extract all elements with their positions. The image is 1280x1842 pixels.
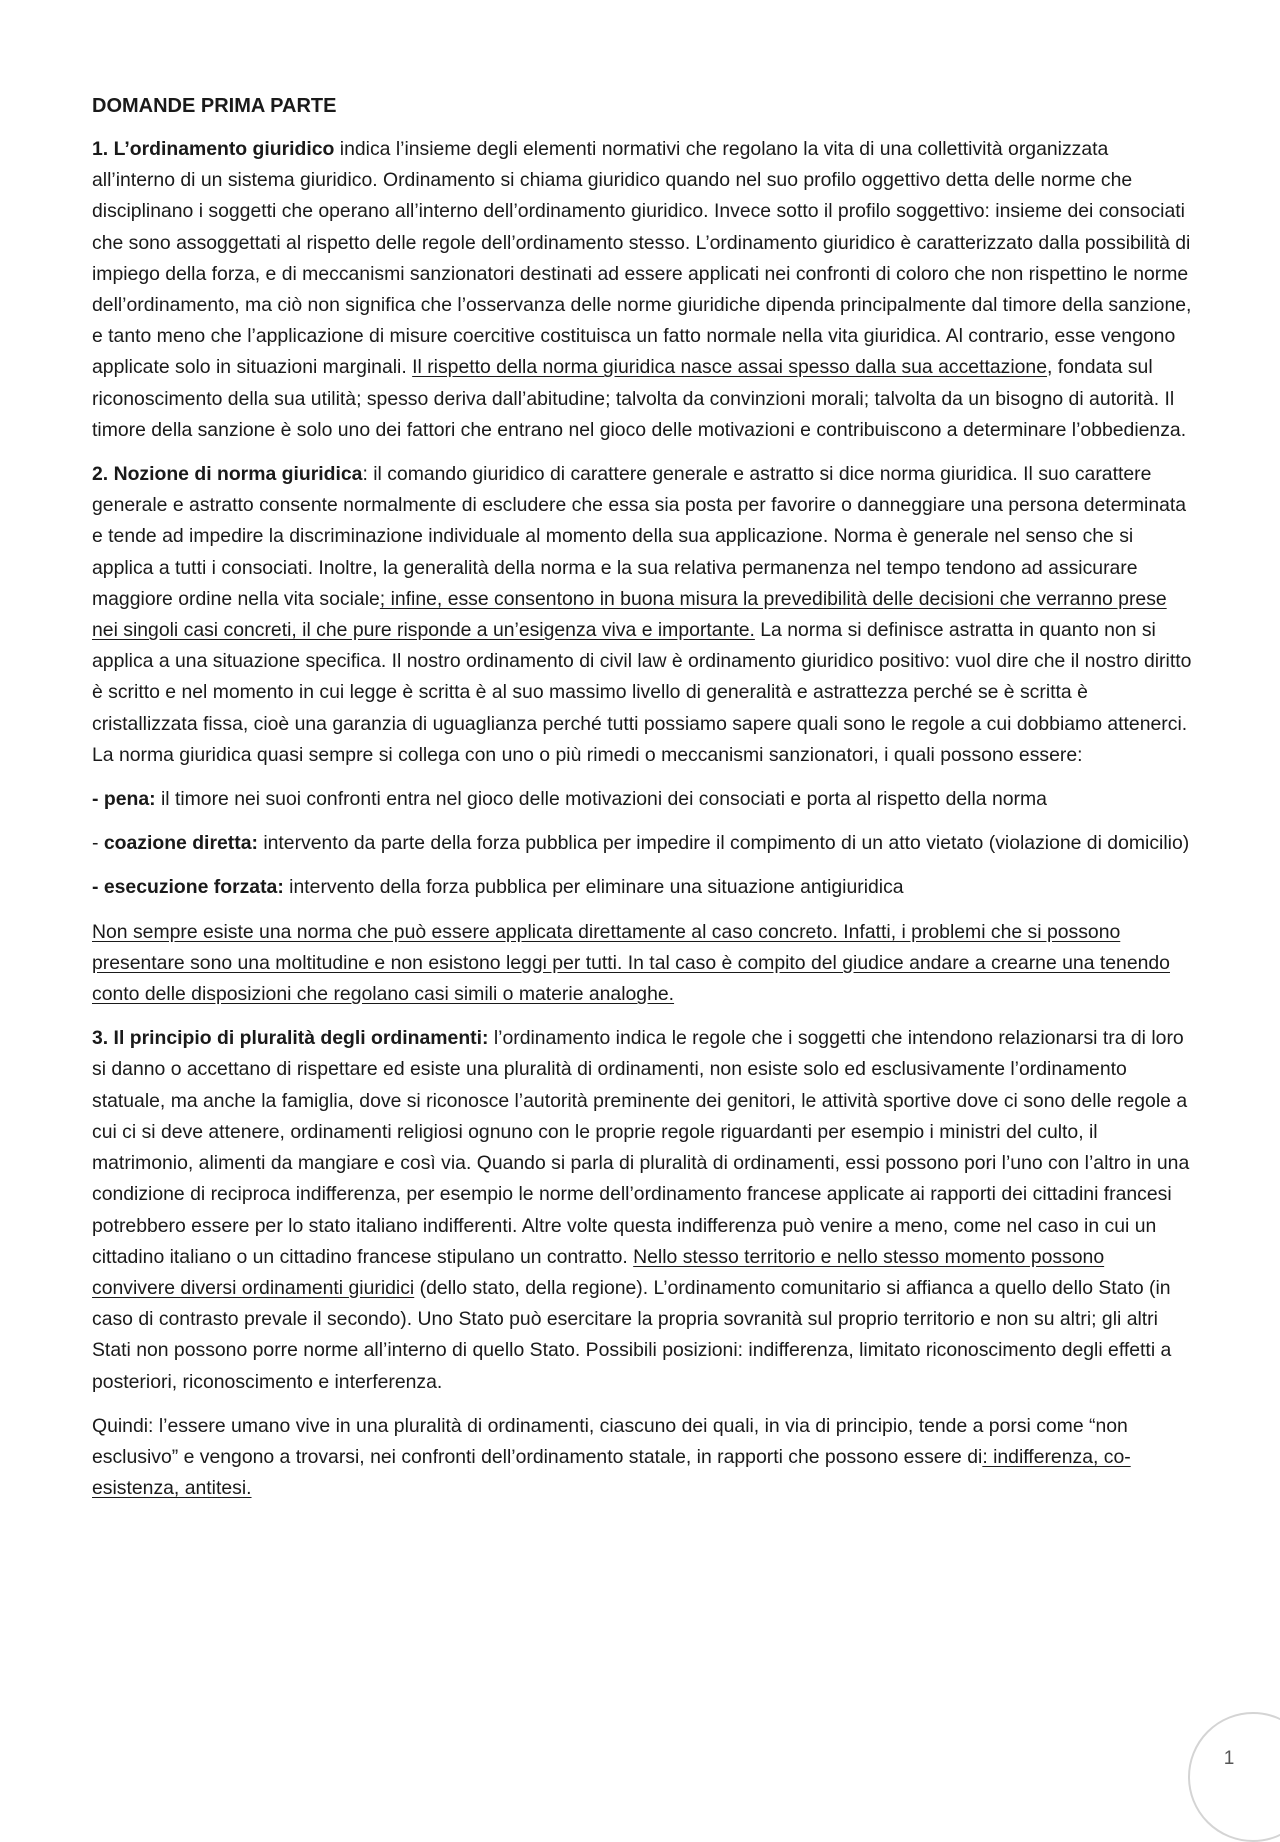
section-2-number: 2. <box>92 463 109 486</box>
section-2-text-end: La norma si definisce astratta in quanto non si applica a una situazione specifica. Il nostro ordinamento di civil law è ordinamento giuridico positivo: vuol dire che il nostro diritto è scritto e nel momento in cui legge è scritta è al suo massimo livello di generalità e astrattezza perché se è scritta è cristallizzata fissa, cioè una garanzia di uguaglianza perché tutti possiamo sapere quali sono le regole a cui dobbiamo attenerci. La norma giuridica quasi sempre si collega con uno o più rimedi o meccanismi sanzionatori, i quali possono essere: <box>92 619 1192 766</box>
document-page <box>92 92 1192 1517</box>
section-2-term: Nozione di norma giuridica <box>113 463 363 486</box>
list-item-text: intervento della forza pubblica per eliminare una situazione antigiuridica <box>283 876 904 899</box>
section-1-underline: Il rispetto della norma giuridica nasce assai spesso dalla sua accettazione <box>412 356 1047 379</box>
note-paragraph <box>92 917 1192 1011</box>
section-2-text: : il comando giuridico di carattere generale e astratto si dice norma giuridica. Il suo carattere generale e astratto consente normalmente di escludere che essa sia posta per favorire o danneggiare una persona determinata e tende ad impedire la discriminazione individuale al momento della sua applicazione. Norma è generale nel senso che si applica a tutti i consociati. Inoltre, la generalità della norma e la sua relativa permanenza nel tempo tendono ad assicurare maggiore ordine nella vita sociale <box>92 463 1187 610</box>
section-1 <box>92 134 1192 446</box>
section-2 <box>92 459 1192 771</box>
page-number: 1 <box>1223 1748 1235 1769</box>
section-1-term: L’ordinamento giuridico <box>113 138 335 160</box>
list-item-text: intervento da parte della forza pubblica per impedire il compimento di un atto vietato (violazione di domicilio) <box>257 832 1190 855</box>
section-2-underline: ; infine, esse consentono in buona misura la prevedibilità delle decisioni che verranno prese nei singoli casi concreti, il che pure risponde a un’esigenza viva e importante. <box>92 587 1167 642</box>
section-3-term: 3. Il principio di pluralità degli ordinamenti: <box>92 1027 489 1050</box>
list-item-label: coazione diretta: <box>103 832 258 855</box>
section-3-text-end: (dello stato, della regione). L’ordinamento comunitario si affianca a quello dello Stato (in caso di contrasto prevale il secondo). Uno Stato può esercitare la propria sovranità sul proprio territorio e non su altri; gli altri Stati non possono porre norme all’interno di quello Stato. Possibili posizioni: indifferenza, limitato riconoscimento degli effetti a posteriori, riconoscimento e interferenza. <box>92 1276 1172 1393</box>
section-1-text-end: , fondata sul riconoscimento della sua utilità; spesso deriva dall’abitudine; talvolta da convinzioni morali; talvolta da un bisogno di autorità. Il timore della sanzione è solo uno dei fattori che entrano nel gioco delle motivazioni e contribuiscono a determinare l’obbedienza. <box>92 356 1187 441</box>
section-3-underline: Nello stesso territorio e nello stesso momento possono convivere diversi ordinamenti giuridici <box>92 1245 1105 1299</box>
list-item-pena <box>92 784 1192 815</box>
list-item-text: il timore nei suoi confronti entra nel gioco delle motivazioni dei consociati e porta al rispetto della norma <box>155 788 1047 811</box>
list-item-coazione <box>92 828 1192 859</box>
section-3 <box>92 1023 1192 1397</box>
list-item-label: - esecuzione forzata: <box>92 876 284 899</box>
list-item-label: - pena: <box>92 788 156 811</box>
list-item-dash: - <box>92 832 104 855</box>
list-item-esecuzione <box>92 872 1192 903</box>
note-underline: Non sempre esiste una norma che può essere applicata direttamente al caso concreto. Infatti, i problemi che si possono presentare sono una moltitudine e non esistono leggi per tutti. In tal caso è compito del giudice andare a crearne una tenendo conto delle disposizioni che regolano casi simili o materie analoghe. <box>92 920 1170 1006</box>
section-1-number: 1. <box>92 138 109 160</box>
page-number-circle <box>1188 1712 1280 1842</box>
section-1-text: indica l’insieme degli elementi normativi che regolano la vita di una collettività organizzata all’interno di un sistema giuridico. Ordinamento si chiama giuridico quando nel suo profilo oggettivo detta delle norme che disciplinano i soggetti che operano all’interno dell’ordinamento giuridico. Invece sotto il profilo soggettivo: insieme dei consociati che sono assoggettati al rispetto delle regole dell’ordinamento stesso. L’ordinamento giuridico è caratterizzato dalla possibilità di impiego della forza, e di meccanismi sanzionatori destinati ad essere applicati nei confronti di coloro che non rispettino le norme dell’ordinamento, ma ciò non significa che l’osservanza delle norme giuridiche dipenda principalmente dal timore della sanzione, e tanto meno che l’applicazione di misure coercitive costituisca un fatto normale nella vita giuridica. Al contrario, esse vengono applicate solo in situazioni marginali. <box>92 138 1192 379</box>
section-3-text: l’ordinamento indica le regole che i soggetti che intendono relazionarsi tra di loro si danno o accettano di rispettare ed esiste una pluralità di ordinamenti, non esiste solo ed esclusivamente l’ordinamento statuale, ma anche la famiglia, dove si riconosce l’autorità preminente dei genitori, le attività sportive dove ci sono delle regole a cui ci si deve attenere, ordinamenti religiosi ognuno con le proprie regole riguardanti per esempio i ministri del culto, il matrimonio, alimenti da mangiare e così via. Quando si parla di pluralità di ordinamenti, essi possono pori l’uno con l’altro in una condizione di reciproca indifferenza, per esempio le norme dell’ordinamento francese applicate ai rapporti dei cittadini francesi potrebbero essere per lo stato italiano indifferenti. Altre volte questa indifferenza può venire a meno, come nel caso in cui un cittadino italiano o un cittadino francese stipulano un contratto. <box>92 1027 1190 1268</box>
page-title: DOMANDE PRIMA PARTE <box>92 95 337 117</box>
conclusion-paragraph <box>92 1411 1192 1505</box>
conclusion-underline: : indifferenza, co-esistenza, antitesi. <box>92 1445 1131 1500</box>
conclusion-text: Quindi: l’essere umano vive in una pluralità di ordinamenti, ciascuno dei quali, in via di principio, tende a porsi come “non esclusivo” e vengono a trovarsi, nei confronti dell’ordinamento statale, in rapporti che possono essere di <box>92 1414 1128 1468</box>
